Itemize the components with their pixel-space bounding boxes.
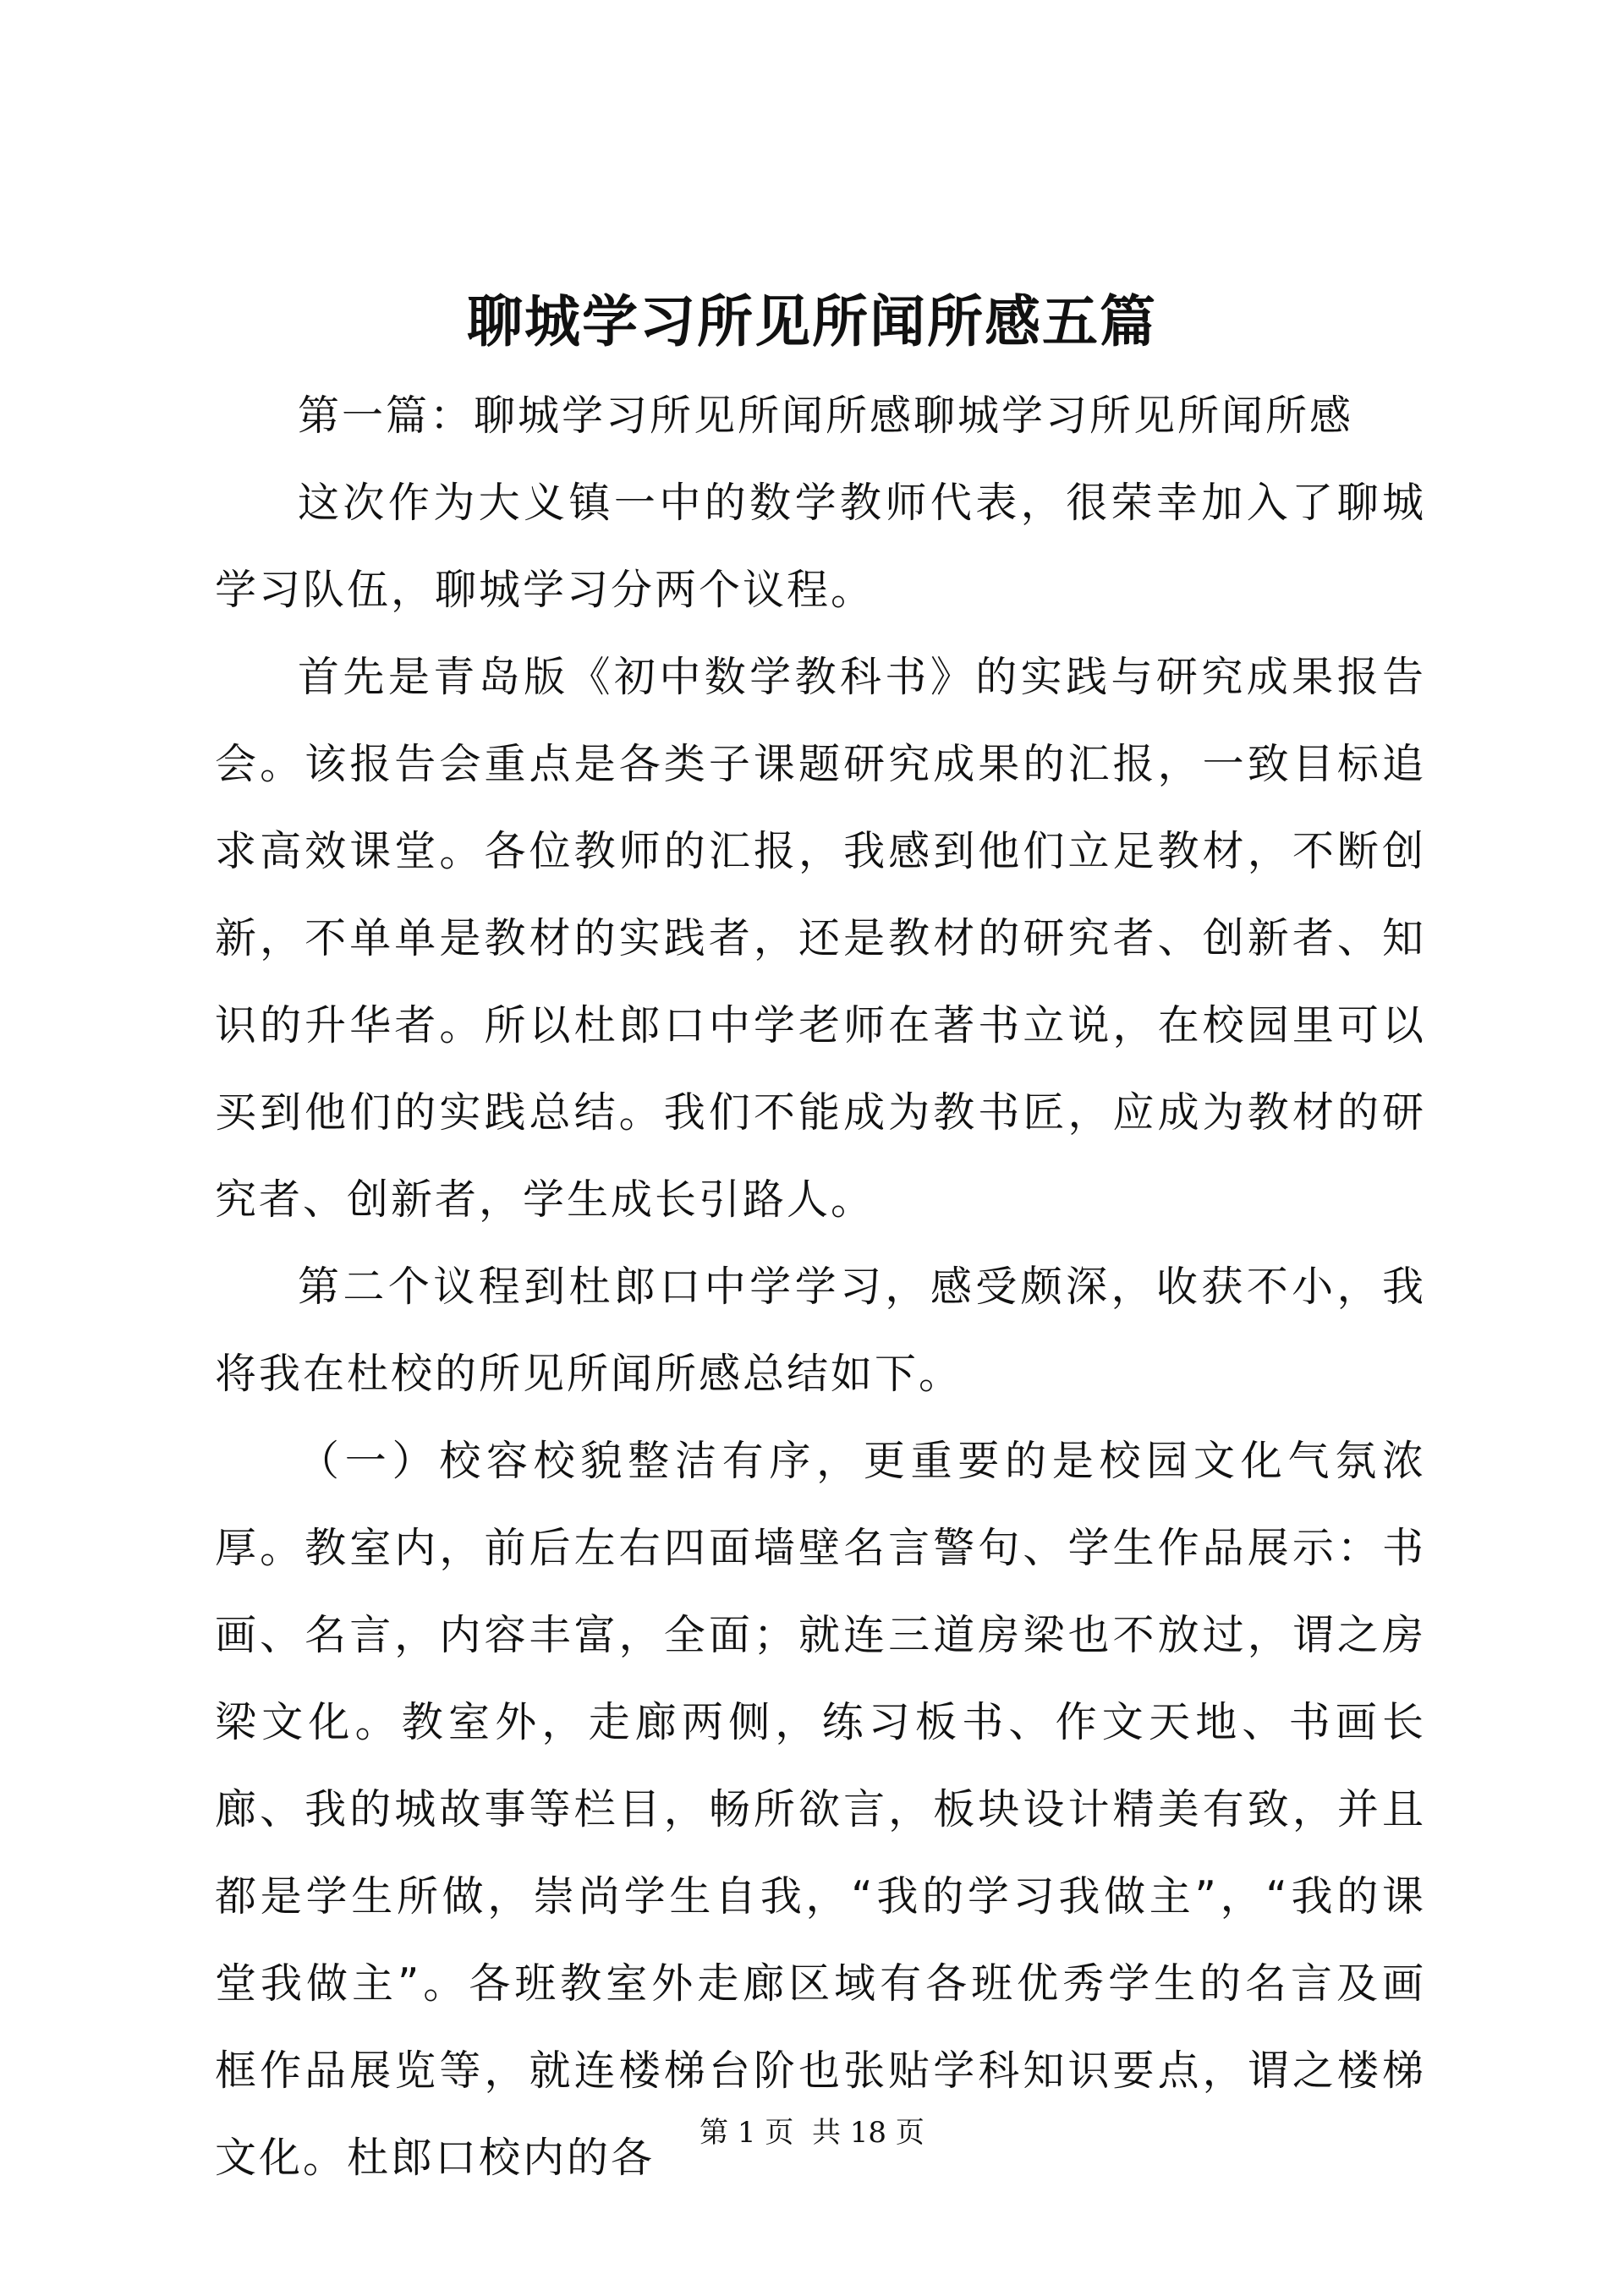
paragraph: （一）校容校貌整洁有序，更重要的是校园文化气氛浓厚。教室内，前后左右四面墙壁名言警句、学生作品展示：书画、名言，内容丰富，全面；就连三道房梁也不放过，谓之房梁文化。教室外，走廊两侧，练习板书、作文天地、书画长廊、我的城故事等栏目，畅所欲言，板块设计精美有致，并且都是学生所做，崇尚学生自我，“我的学习我做主”，“我的课堂我做主”。各班教室外走廊区域有各班优秀学生的名言及画框作品展览等，就连楼梯台阶也张贴学科知识要点，谓之楼梯文化。杜郎口校内的各 — [215, 1437, 1426, 2182]
paragraph: 第二个议程到杜郎口中学学习，感受颇深，收获不小，我将我在杜校的所见所闻所感总结如下。 — [215, 1263, 1426, 1398]
paragraph-section-heading: 第一篇：聊城学习所见所闻所感聊城学习所见所闻所感 — [298, 392, 1354, 440]
page-number: 第 1 页 — [700, 2116, 794, 2150]
page-total: 共 18 页 — [811, 2116, 924, 2150]
document-body — [215, 372, 1426, 2201]
paragraph: 首先是青岛版《初中数学教科书》的实践与研究成果报告会。该报告会重点是各类子课题研究成果的汇报，一致目标追求高效课堂。各位教师的汇报，我感到他们立足教材，不断创新，不单单是教材的实践者，还是教材的研究者、创新者、知识的升华者。所以杜郎口中学老师在著书立说，在校园里可以买到他们的实践总结。我们不能成为教书匠，应成为教材的研究者、创新者，学生成长引路人。 — [215, 653, 1426, 1224]
page-footer — [0, 2114, 1624, 2151]
document-title: 聊城学习所见所闻所感五篇 — [467, 288, 1157, 354]
paragraph: 这次作为大义镇一中的数学教师代表，很荣幸加入了聊城学习队伍，聊城学习分两个议程。 — [215, 479, 1426, 614]
